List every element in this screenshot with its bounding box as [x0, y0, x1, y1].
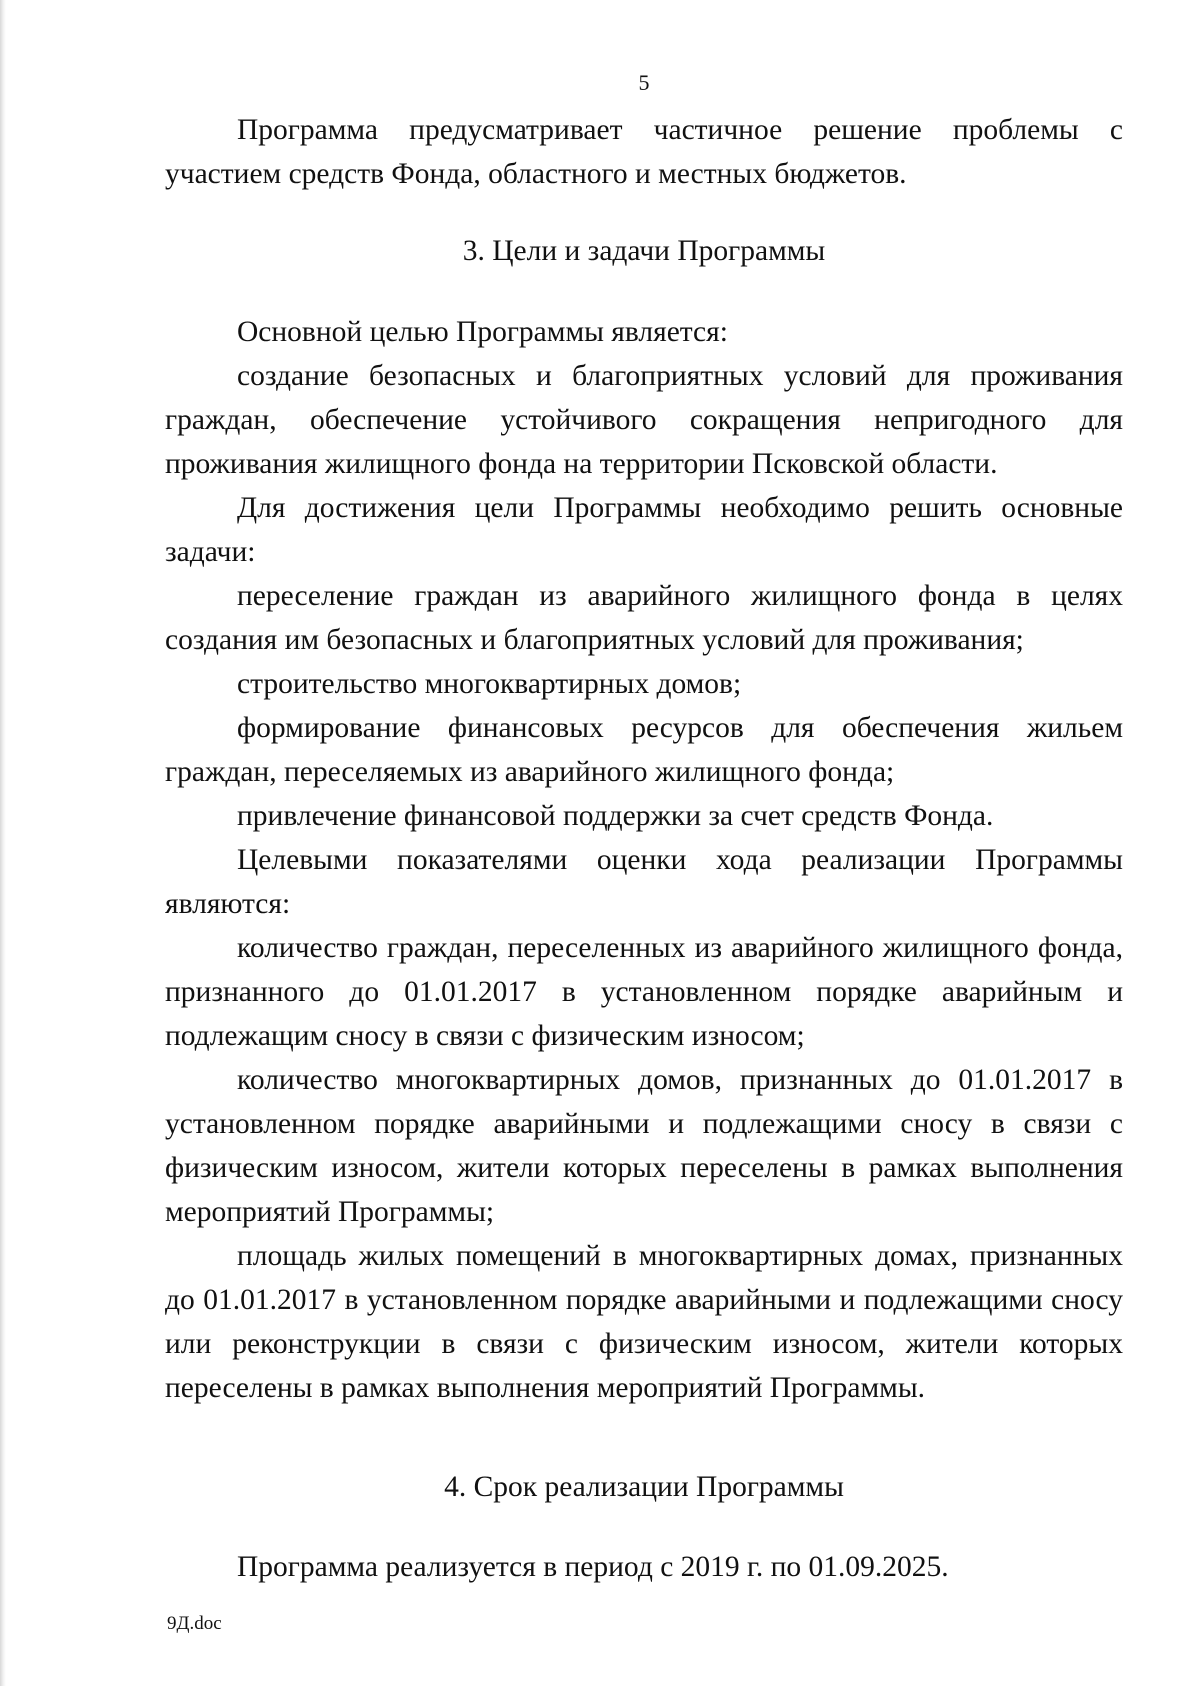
paragraph-main-goal: Основной целью Программы является: [237, 316, 728, 348]
paragraph-task-construction: строительство многоквартирных домов; [237, 668, 742, 700]
intro-block [165, 108, 1123, 196]
paragraph-indicators-intro: Целевыми показателями оценки хода реализации Программы являются: [165, 844, 1123, 920]
paragraph-task-fund-support: привлечение финансовой поддержки за счет средств Фонда. [237, 800, 994, 832]
scan-edge [0, 0, 6, 1686]
paragraph-indicator-area: площадь жилых помещений в многоквартирных домах, признанных до 01.01.2017 в установленном порядке аварийными и подлежащими сносу или реконструкции в связи с физическим износом, жители которых переселены в рамках выполнения мероприятий Программы. [165, 1240, 1123, 1404]
paragraph-tasks-intro: Для достижения цели Программы необходимо решить основные задачи: [165, 492, 1123, 568]
paragraph-indicator-houses: количество многоквартирных домов, признанных до 01.01.2017 в установленном порядке аварийными и подлежащими сносу в связи с физическим износом, жители которых переселены в рамках выполнения мероприятий Программы; [165, 1064, 1123, 1228]
paragraph-task-resettlement: переселение граждан из аварийного жилищного фонда в целях создания им безопасных и благоприятных условий для проживания; [165, 580, 1123, 656]
section-4-title: 4. Срок реализации Программы [444, 1471, 844, 1503]
page-number: 5 [638, 70, 650, 95]
section-4-body [165, 1545, 1123, 1589]
footer-filename: 9Д.doc [167, 1613, 222, 1634]
paragraph-task-financial-resources: формирование финансовых ресурсов для обеспечения жильем граждан, переселяемых из аварийного жилищного фонда; [165, 712, 1123, 788]
paragraph-goal-text: создание безопасных и благоприятных условий для проживания граждан, обеспечение устойчивого сокращения непригодного для проживания жилищного фонда на территории Псковской области. [165, 360, 1123, 480]
intro-paragraph: Программа предусматривает частичное решение проблемы с участием средств Фонда, областного и местных бюджетов. [165, 114, 1123, 190]
section-3-title: 3. Цели и задачи Программы [462, 235, 826, 267]
paragraph-period: Программа реализуется в период с 2019 г. по 01.09.2025. [237, 1551, 949, 1583]
section-3-body [165, 310, 1123, 1410]
paragraph-indicator-citizens: количество граждан, переселенных из аварийного жилищного фонда, признанного до 01.01.2017 в установленном порядке аварийным и подлежащим сносу в связи с физическим износом; [165, 932, 1123, 1052]
